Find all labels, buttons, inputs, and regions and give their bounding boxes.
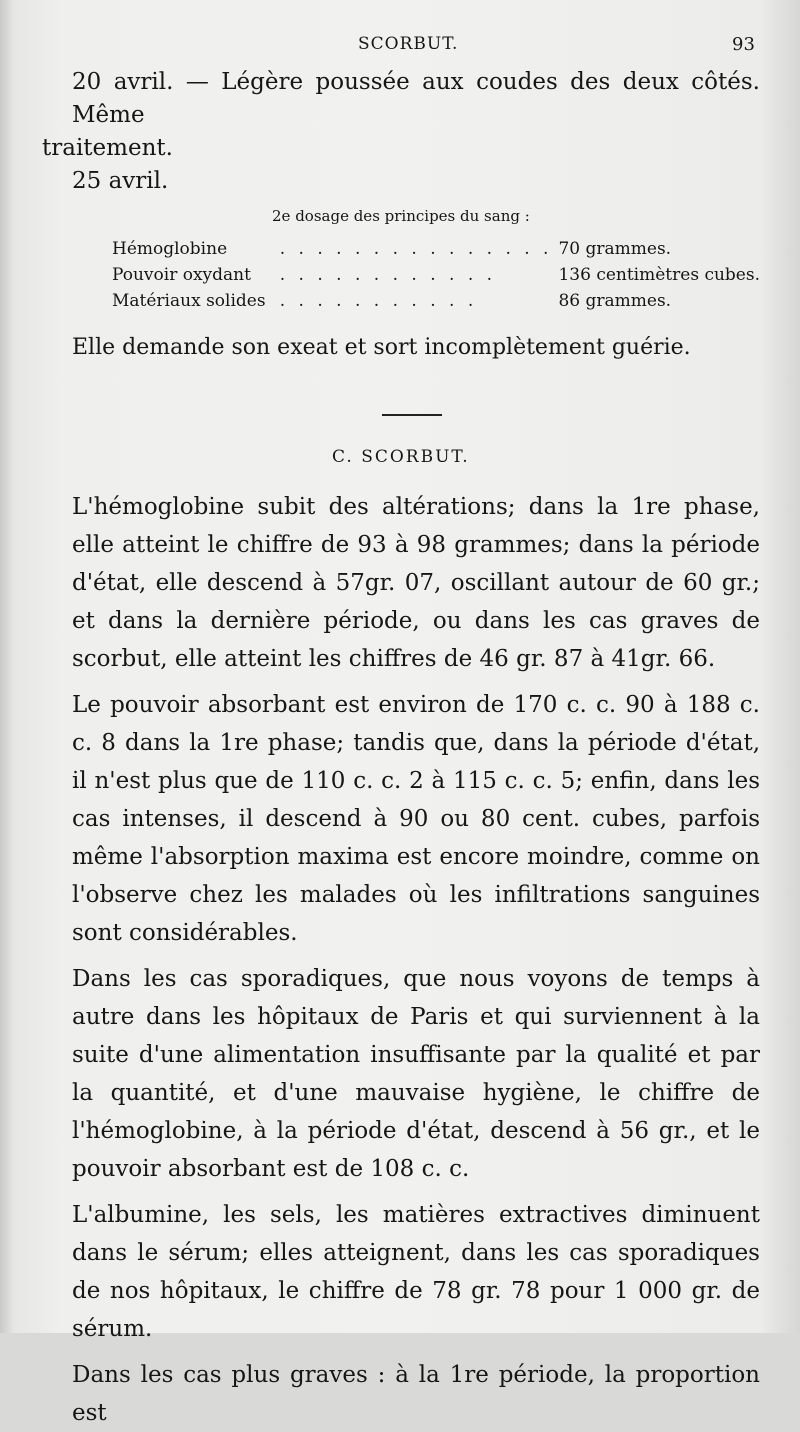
dosage-row	[112, 262, 760, 288]
dosage-leader-dots: . . . . . . . . . . .	[279, 291, 478, 311]
section-divider	[382, 414, 442, 416]
dosage-title: 2e dosage des principes du sang :	[272, 207, 530, 225]
paragraph-hemoglobine: L'hémoglobine subit des altérations; dans la 1re phase, elle atteint le chiffre de 93 à 98 grammes; dans la période d'état, elle descend à 57gr. 07, oscillant autour de 60 gr.; et dans la dernière période, ou dans les cas graves de scorbut, elle atteint les chiffres de 46 gr. 87 à 41gr. 66.	[72, 494, 760, 672]
diary-entry-20-avril	[42, 66, 760, 165]
dosage-value: 86 grammes.	[558, 291, 672, 311]
dosage-row	[112, 288, 760, 314]
dosage-leader-dots: . . . . . . . . . . . . . . .	[279, 239, 553, 259]
paragraph-pouvoir-absorbant: Le pouvoir absorbant est environ de 170 c. c. 90 à 188 c. c. 8 dans la 1re phase; tandis que, dans la période d'état, il n'est plus que de 110 c. c. 2 à 115 c. c. 5; enfin, dans les cas intenses, il descend à 90 ou 80 cent. cubes, parfois même l'absorption maxima est encore moindre, comme on l'observe chez les malades où les infiltrations sanguines sont considérables.	[72, 692, 760, 946]
paragraph-cas-graves: Dans les cas plus graves : à la 1re période, la proportion est	[72, 1362, 760, 1426]
paragraph-albumine: L'albumine, les sels, les matières extractives diminuent dans le sérum; elles atteignent, dans les cas sporadiques de nos hôpitaux, le chiffre de 78 gr. 78 pour 1 000 gr. de sérum.	[72, 1202, 760, 1342]
page-body	[42, 66, 760, 1432]
entry-line: 20 avril. — Légère poussée aux coudes des deux côtés. Même	[72, 69, 760, 128]
exeat-line: Elle demande son exeat et sort incomplètement guérie.	[72, 335, 691, 360]
dosage-value: 136 centimètres cubes.	[558, 265, 760, 285]
dosage-label: Pouvoir oxydant	[112, 265, 251, 285]
page-number: 93	[732, 34, 755, 55]
running-title: SCORBUT.	[358, 34, 459, 54]
section-title: C. SCORBUT.	[332, 447, 470, 467]
entry-line: traitement.	[42, 135, 173, 161]
page-header	[0, 34, 800, 58]
dosage-leader-dots: . . . . . . . . . . . .	[279, 265, 497, 285]
dosage-label: Matériaux solides	[112, 291, 266, 311]
dosage-table	[112, 236, 760, 314]
entry-line: 25 avril.	[72, 168, 169, 194]
dosage-row	[112, 236, 760, 262]
dosage-value: 70 grammes.	[558, 239, 672, 259]
paragraphs	[72, 488, 760, 1432]
diary-entry-25-avril	[72, 165, 760, 198]
paragraph-cas-sporadiques: Dans les cas sporadiques, que nous voyons de temps à autre dans les hôpitaux de Paris et qui surviennent à la suite d'une alimentation insuffisante par la qualité et par la quantité, et d'une mauvaise hygiène, le chiffre de l'hémoglobine, à la période d'état, descend à 56 gr., et le pouvoir absorbant est de 108 c. c.	[72, 966, 760, 1182]
dosage-label: Hémoglobine	[112, 239, 228, 259]
